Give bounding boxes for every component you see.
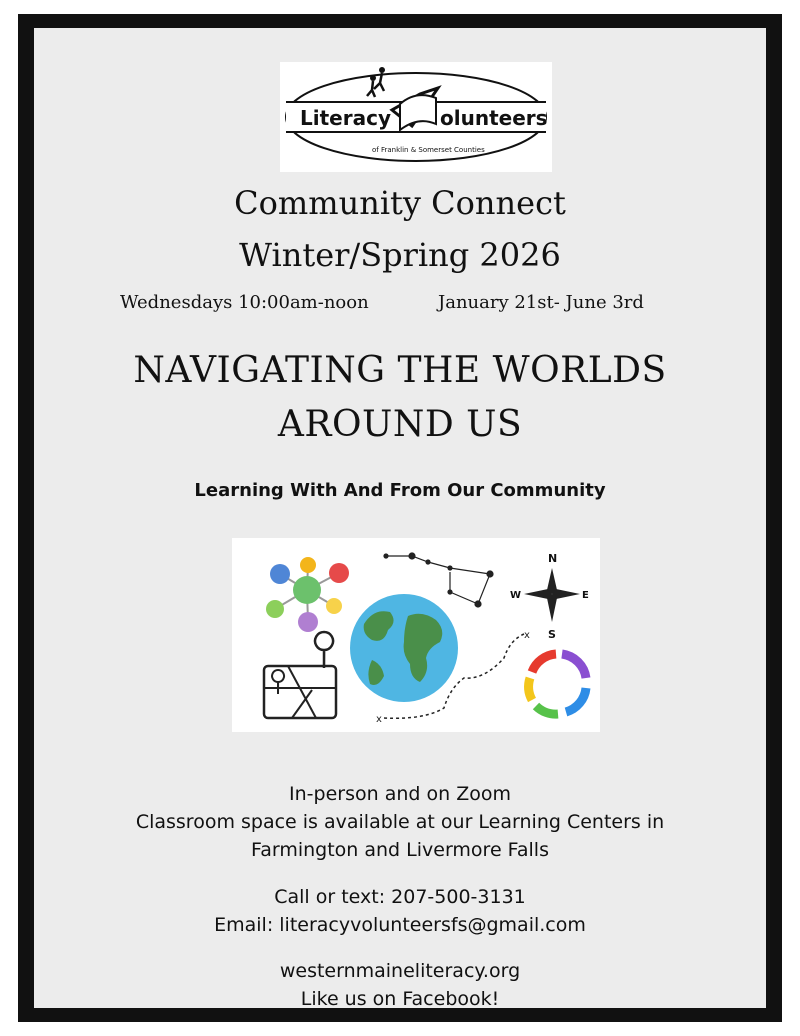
literacy-volunteers-logo: [280, 62, 552, 172]
headline-line-1: NAVIGATING THE WORLDS: [133, 350, 667, 391]
flyer-page: [34, 28, 766, 1008]
location-line-2: Classroom space is available at our Learning Centers in: [135, 811, 665, 833]
svg-text:x: x: [524, 630, 530, 641]
title-line-2: Winter/Spring 2026: [239, 236, 561, 274]
schedule-day-time: Wednesdays 10:00am-noon: [120, 292, 369, 313]
network-icon: [266, 557, 349, 632]
schedule-date-range: January 21st- June 3rd: [438, 292, 644, 313]
compass-s: S: [548, 628, 556, 641]
contact-email: Email: literacyvolunteersfs@gmail.com: [214, 914, 586, 936]
location-line-1: In-person and on Zoom: [289, 783, 511, 805]
black-border-frame: [18, 14, 782, 1022]
location-line-3: Farmington and Livermore Falls: [251, 839, 549, 861]
facebook-callout: Like us on Facebook!: [300, 988, 500, 1010]
svg-text:x: x: [376, 714, 382, 725]
contact-phone: Call or text: 207-500-3131: [274, 886, 526, 908]
globe-icon: [350, 594, 458, 702]
compass-e: E: [582, 590, 589, 601]
logo-text-literacy: Literacy: [300, 106, 391, 130]
title-line-1: Community Connect: [234, 184, 566, 222]
map-pin-icon: [264, 632, 336, 718]
compass-rose-icon: [510, 552, 589, 641]
navigation-illustration: [232, 538, 600, 732]
website-link[interactable]: westernmaineliteracy.org: [279, 960, 521, 982]
headline-line-2: AROUND US: [277, 404, 523, 445]
compass-w: W: [510, 590, 522, 601]
logo-text-volunteers: olunteers: [440, 106, 548, 130]
compass-n: N: [548, 552, 558, 565]
cycle-arrows-icon: [529, 654, 586, 714]
logo-subtitle: of Franklin & Somerset Counties: [372, 146, 485, 154]
tagline: Learning With And From Our Community: [194, 480, 606, 501]
